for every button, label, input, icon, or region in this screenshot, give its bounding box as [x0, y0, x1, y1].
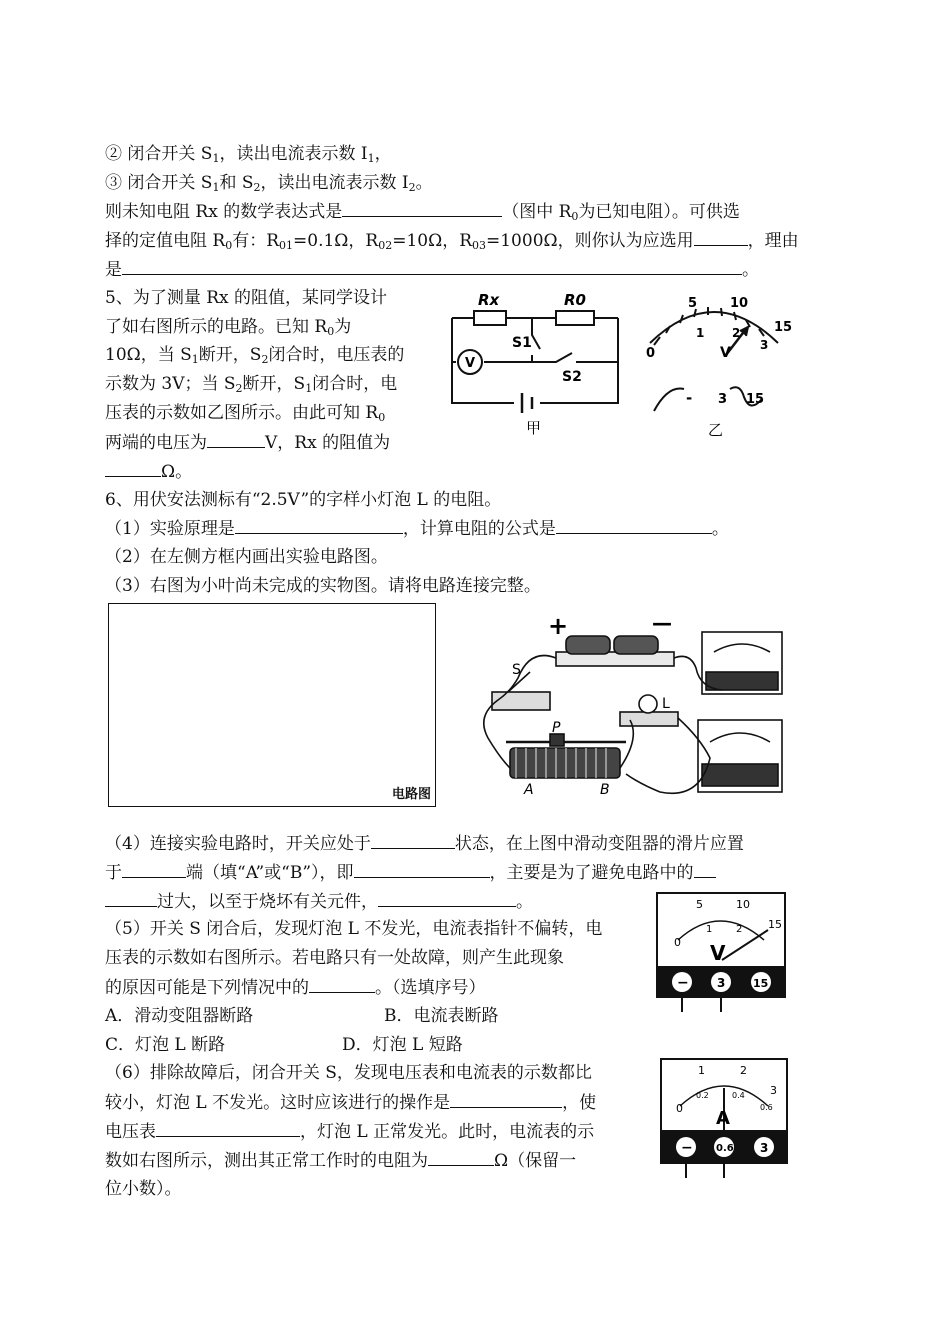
- answer-blank[interactable]: [105, 890, 157, 907]
- q6-part4-line2: 于 端（填“A”或“B”），即 ，主要是为了避免电路中的: [105, 861, 716, 884]
- scale-label: 2: [732, 326, 741, 340]
- q6-part5-line1: （5）开关 S 闭合后，发现灯泡 L 不发光，电流表指针不偏转，电: [105, 919, 603, 939]
- scale-label: 5: [688, 296, 698, 311]
- terminal-minus: −: [677, 975, 689, 991]
- q6-part1: （1）实验原理是 ，计算电阻的公式是 。: [105, 519, 729, 539]
- terminal-3: 3: [718, 392, 728, 407]
- answer-blank[interactable]: [694, 229, 748, 246]
- s2-switch: [452, 353, 618, 362]
- answer-blank[interactable]: [694, 861, 716, 878]
- option-d: D．灯泡 L 短路: [342, 1035, 463, 1055]
- scale-zero: 0: [674, 936, 681, 949]
- scale-zero: 0: [676, 1102, 683, 1115]
- switch-label: S: [512, 662, 521, 678]
- r0-label: R0: [564, 291, 586, 309]
- ammeter-figure: [660, 1058, 792, 1180]
- knife-switch: [492, 692, 550, 710]
- q5-line-1: 5、为了测量 Rx 的阻值，某同学设计: [105, 288, 388, 308]
- terminal-b-label: B: [600, 782, 610, 798]
- meter-unit: V: [710, 941, 726, 965]
- slider-label: P: [552, 720, 561, 736]
- expression-line: 则未知电阻 Rx 的数学表达式是 （图中 $R_0$为已知电阻）。可供选: [105, 202, 740, 223]
- answer-blank[interactable]: [122, 258, 742, 275]
- q5-line-2: 了如右图所示的电路。已知 $R_0$为: [105, 317, 352, 338]
- scale-label: 1: [698, 1064, 705, 1077]
- scale-label: 10: [736, 898, 750, 911]
- figure-jia-label: 甲: [526, 419, 542, 437]
- answer-blank[interactable]: [428, 1149, 494, 1166]
- q5-line-4: 示数为 3V；当 $S_2$断开，$S_1$闭合时，电: [105, 374, 398, 395]
- wire: [620, 720, 633, 768]
- answer-blank[interactable]: [122, 861, 186, 878]
- terminal-minus: −: [681, 1140, 693, 1156]
- q6-part6-line5: 位小数）。: [105, 1179, 182, 1199]
- rx-label: Rx: [478, 291, 500, 309]
- s1-label: S1: [512, 335, 532, 351]
- scale-label: 15: [774, 320, 793, 335]
- terminal-15: 15: [746, 392, 765, 407]
- lamp-bulb: [639, 695, 657, 713]
- scale-zero: 0: [646, 346, 656, 361]
- q6-part2: （2）在左侧方框内画出实验电路图。: [105, 547, 388, 567]
- terminal-minus: -: [686, 389, 693, 407]
- answer-blank[interactable]: [105, 460, 161, 477]
- scale-label: 1: [706, 924, 713, 935]
- q5-line-3: 10Ω，当 $S_1$断开，$S_2$闭合时，电压表的: [105, 345, 405, 366]
- scale-label: 15: [768, 918, 782, 931]
- terminal-0-6: 0.6: [716, 1143, 734, 1154]
- resistor-choice-line: 择的定值电阻 $R_0$有：$R_{01}=0.1\Omega$，$R_{02}=10\Omega$，$R_{03}=1000\Omega$，则你认为应选用 ，理由: [105, 231, 799, 252]
- scale-label: 1: [696, 326, 705, 340]
- terminal-3: 3: [760, 1141, 769, 1155]
- battery-minus-label: —: [652, 611, 672, 635]
- apparatus-figure: [470, 608, 790, 804]
- step-3-line: ③ 闭合开关 $S_1$和 $S_2$，读出电流表示数 $I_2$。: [105, 173, 433, 194]
- battery-cell: [566, 636, 610, 654]
- scale-label: 10: [730, 296, 749, 311]
- battery-symbol: [522, 393, 532, 413]
- q6-part6-line2: 较小，灯泡 L 不发光。这时应该进行的操作是 ，使: [105, 1093, 597, 1113]
- scale-label: 2: [736, 924, 743, 935]
- s2-label: S2: [562, 369, 582, 385]
- q6-part6-line3: 电压表 ，灯泡 L 正常发光。此时，电流表的示: [105, 1122, 595, 1142]
- answer-blank[interactable]: [207, 431, 265, 448]
- q6-part6-line1: （6）排除故障后，闭合开关 S，发现电压表和电流表的示数都比: [105, 1063, 592, 1083]
- q5-line-5: 压表的示数如乙图所示。由此可知 $R_0$: [105, 403, 386, 424]
- q5-line-7: Ω。: [105, 460, 192, 483]
- answer-blank[interactable]: [235, 517, 403, 534]
- answer-blank[interactable]: [556, 517, 712, 534]
- scale-label: 0.4: [732, 1091, 745, 1100]
- answer-blank[interactable]: [354, 861, 490, 878]
- q6-part5-line2: 压表的示数如右图所示。若电路只有一处故障，则产生此现象: [105, 948, 564, 968]
- lamp-holder: [620, 712, 678, 726]
- terminal-minus-wire: [654, 388, 684, 411]
- answer-blank[interactable]: [156, 1120, 300, 1137]
- circuit-box-label: 电路图: [391, 787, 431, 802]
- step-2-line: ② 闭合开关 $S_1$，读出电流表示数 $I_1$，: [105, 144, 392, 165]
- answer-blank[interactable]: [309, 976, 375, 993]
- q6-part4-line1: （4）连接实验电路时，开关应处于 状态，在上图中滑动变阻器的滑片应置: [105, 834, 744, 854]
- option-a: A．滑动变阻器断路: [105, 1006, 254, 1026]
- terminal-15: 15: [753, 977, 769, 990]
- scale-label: 0.6: [760, 1103, 773, 1112]
- q6-part5-line3: 的原因可能是下列情况中的 。（选填序号）: [105, 978, 486, 998]
- voltmeter-figure: [656, 892, 788, 1014]
- q6-part6-line4: 数如右图所示，测出其正常工作时的电阻为 Ω（保留一: [105, 1151, 577, 1171]
- scale-label: 3: [770, 1084, 777, 1097]
- q6-part4-line3: 过大，以至于烧坏有关元件， 。: [105, 890, 533, 913]
- scale-label: 5: [696, 898, 703, 911]
- q5-line-6: 两端的电压为 V，Rx 的阻值为: [105, 433, 391, 453]
- scale-label: 0.2: [696, 1091, 709, 1100]
- r0-resistor: [556, 311, 594, 325]
- meter-unit: V: [720, 345, 731, 361]
- lamp-label: L: [662, 696, 670, 712]
- q5-figure: [444, 285, 804, 445]
- battery-cell: [614, 636, 658, 654]
- terminal-a-label: A: [524, 782, 534, 798]
- s1-switch: [532, 318, 540, 362]
- circuit-drawing-box[interactable]: [108, 603, 436, 807]
- answer-blank[interactable]: [378, 890, 516, 907]
- option-c: C．灯泡 L 断路: [105, 1035, 226, 1055]
- q6-title: 6、用伏安法测标有“2.5V”的字样小灯泡 L 的电阻。: [105, 490, 502, 510]
- answer-blank[interactable]: [450, 1091, 562, 1108]
- rx-resistor: [474, 311, 506, 325]
- scale-label: 2: [740, 1064, 747, 1077]
- voltmeter-label: V: [465, 356, 476, 371]
- answer-blank[interactable]: [342, 200, 502, 217]
- option-b: B．电流表断路: [384, 1006, 499, 1026]
- answer-blank[interactable]: [371, 832, 455, 849]
- terminal-3: 3: [717, 976, 726, 990]
- figure-yi-label: 乙: [708, 421, 724, 439]
- meter-unit: A: [716, 1108, 730, 1129]
- q6-part3: （3）右图为小叶尚未完成的实物图。请将电路连接完整。: [105, 576, 541, 596]
- scale-label: 3: [760, 338, 769, 352]
- reason-line: 是 。: [105, 260, 759, 280]
- battery-plus-label: +: [548, 612, 569, 640]
